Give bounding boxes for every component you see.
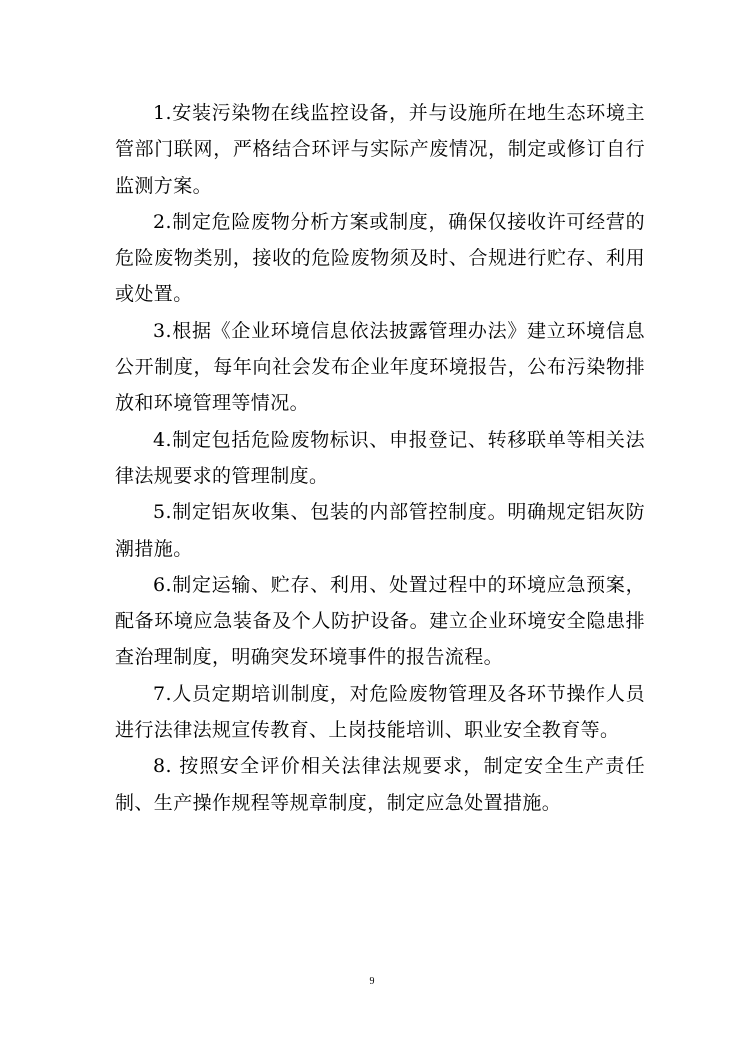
paragraph-6: 6.制定运输、贮存、利用、处置过程中的环境应急预案，配备环境应急装备及个人防护设备。建立企业环境安全隐患排查治理制度，明确突发环境事件的报告流程。 [115, 573, 645, 669]
paragraph-1: 1.安装污染物在线监控设备，并与设施所在地生态环境主管部门联网，严格结合环评与实际产废情况，制定或修订自行监测方案。 [115, 102, 645, 197]
paragraph-5: 5.制定铝灰收集、包装的内部管控制度。明确规定铝灰防潮措施。 [115, 501, 645, 560]
document-body [115, 95, 645, 821]
paragraph-2: 2.制定危险废物分析方案或制度，确保仅接收许可经营的危险废物类别，接收的危险废物须及时、合规进行贮存、利用或处置。 [115, 210, 645, 306]
paragraph-7: 7.人员定期培训制度，对危险废物管理及各环节操作人员进行法律法规宣传教育、上岗技能培训、职业安全教育等。 [115, 682, 645, 742]
paragraph-8: 8. 按照安全评价相关法律法规要求，制定安全生产责任制、生产操作规程等规章制度，制定应急处置措施。 [115, 755, 645, 814]
paragraph-4: 4.制定包括危险废物标识、申报登记、转移联单等相关法律法规要求的管理制度。 [115, 428, 645, 487]
page-number: 9 [369, 976, 375, 987]
paragraph-3: 3.根据《企业环境信息依法披露管理办法》建立环境信息公开制度，每年向社会发布企业年度环境报告，公布污染物排放和环境管理等情况。 [115, 319, 645, 415]
